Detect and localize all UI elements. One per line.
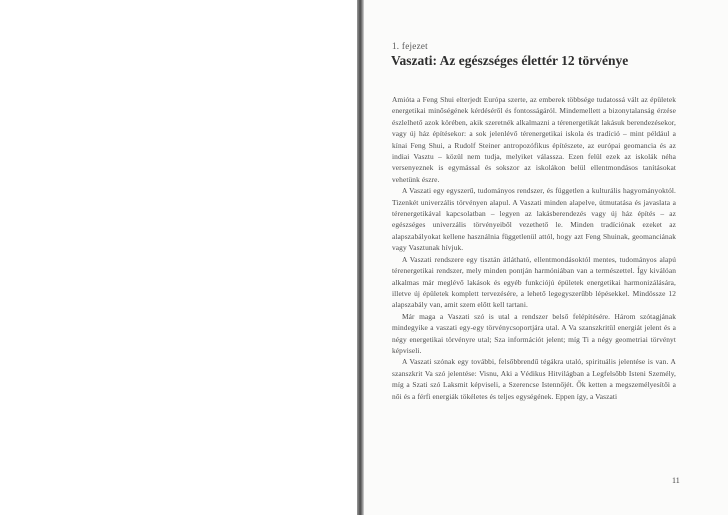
chapter-title: Vaszati: Az egészséges élettér 12 törvénye xyxy=(391,53,629,68)
body-text xyxy=(392,94,676,402)
paragraph: Már maga a Vaszati szó is utal a rendszer belső felépítésére. Három szótagjának mindegyike a vaszati egy-egy törvénycsoportjára utal. A Va szanszkritül energiát jelent és a négy energetikai törvényre utal; Sza információt jelent; míg Ti a négy geometriai törvényt képviseli. xyxy=(392,311,676,355)
book-gutter xyxy=(357,0,364,515)
chapter-label: 1. fejezet xyxy=(392,41,428,51)
paragraph: Amióta a Feng Shui elterjedt Európa szerte, az emberek többsége tudatossá vált az épületek energetikai minőségének kérdéséről és fontosságáról. Mindemellett a bizonytalanság érzése észlelhető azok körében, akik szeretnék alkalmazni a térenergetikát lakásuk berendezésekor, vagy új ház építésekor: a sok jelenlévő térenergetikai iskola és tradíció – mint például a kínai Feng Shui, a Rudolf Steiner antropozófikus építészete, az európai geomancia és az indiai Vasztu – közül nem tudja, melyiket válassza. Ezen felül ezek az iskolák néha versenyeznek is egymással és sokszor az iskolákon belül ellentmondásos tanításokat vehetünk észre. xyxy=(392,95,676,184)
page-number: 11 xyxy=(672,476,680,485)
left-page-blank xyxy=(0,0,362,515)
paragraph: A Vaszati szónak egy további, felsőbbrendű tégákra utaló, spirituális jelentése is van. A szanszkrit Va szó jelentése: Visnu, Aki a Védikus Hitvilágban a Legfelsőbb Isteni Személy, míg a Szati szó Laksmit képviseli, a Szerencse Istennőjét. Ők ketten a megszemélyesítői a női és a férfi energiák tökéletes és teljes egységének. Eppen így, a Vaszati xyxy=(392,357,676,401)
paragraph: A Vaszati rendszere egy tisztán átlátható, ellentmondásoktól mentes, tudományos alapú térenergetikai rendszer, mely minden pontján harmóniában van a természettel. Így kiválóan alkalmas már meglévő lakások és egyéb funkciójú épületek energetikai harmonizálására, illetve új épületek komplett tervezésére, a lehető legegyszerűbb lépésekkel. Mindössze 12 alapszabály van, amit szem előtt kell tartani. xyxy=(392,254,676,310)
paragraph: A Vaszati egy egyszerű, tudományos rendszer, és független a kulturális hagyományoktól. Tizenkét univerzális törvényen alapul. A Vaszati minden alapelve, útmutatása és javaslata a térenergetikával kapcsolatban – legyen az lakásberendezés vagy új ház építés – az egészséges univerzális törvényeiből vezethető le. Minden tradíciónak ezeket az alapszabályokat kellene használnia függetlenül attól, hogy azt Feng Shuinak, geomanciának vagy Vasztunak hívjuk. xyxy=(392,186,676,253)
